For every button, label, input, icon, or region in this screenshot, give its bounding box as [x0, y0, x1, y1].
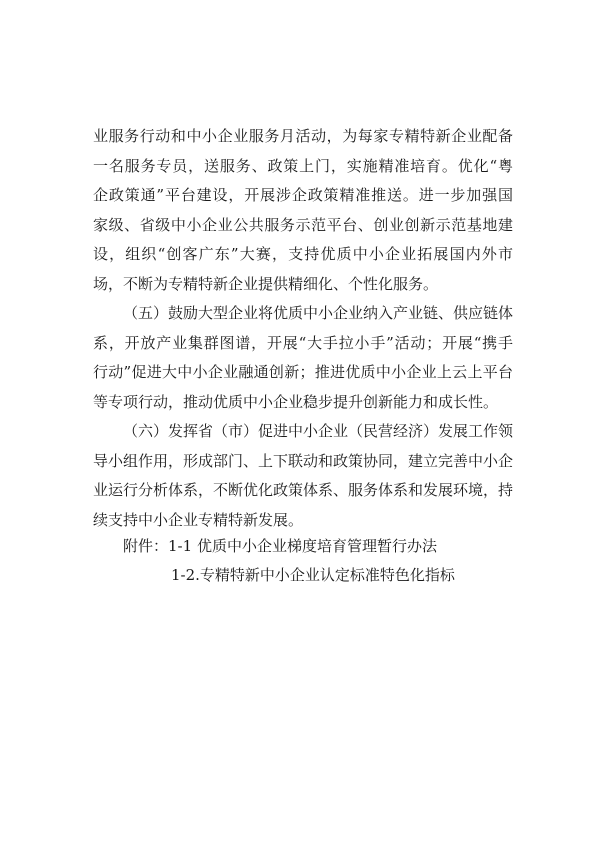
text-line: 系，开放产业集群图谱，开展“大手拉小手”活动；开展“携手: [93, 333, 513, 352]
attachment-item: [123, 561, 455, 590]
text-line: （五）鼓励大型企业将优质中小企业纳入产业链、供应链体: [123, 304, 514, 322]
text-line: 设，组织“创客广东”大赛，支持优质中小企业拓展国内外市: [93, 245, 513, 263]
text-line: 业运行分析体系，不断优化政策体系、服务体系和发展环境，持: [93, 481, 514, 499]
text-line: （六）发挥省（市）促进中小企业（民营经济）发展工作领: [123, 422, 514, 440]
attachment-item: [123, 532, 455, 561]
text-line: 行动”促进大中小企业融通创新；推进优质中小企业上云上平台: [93, 363, 513, 381]
text-line: 场，不断为专精特新企业提供精细化、个性化服务。: [93, 274, 439, 293]
text-line: 一名服务专员，送服务、政策上门，实施精准培育。优化“粤: [93, 156, 513, 175]
attachments-list: [123, 532, 455, 590]
attachment-title: 1-2.专精特新中小企业认定标准特色化指标: [171, 566, 455, 584]
text-line: 等专项行动，推动优质中小企业稳步提升创新能力和成长性。: [93, 392, 499, 411]
text-line: 导小组作用，形成部门、上下联动和政策协同，建立完善中小企: [93, 451, 514, 470]
text-line: 家级、省级中小企业公共服务示范平台、创业创新示范基地建: [93, 215, 513, 234]
paragraph-item-six: [93, 417, 513, 535]
text-line: 续支持中小企业专精特新发展。: [93, 510, 304, 529]
paragraph-item-five: [93, 299, 513, 417]
text-line: 业服务行动和中小企业服务月活动，为每家专精特新企业配备: [93, 127, 513, 145]
attachment-title: 1-1 优质中小企业梯度培育管理暂行办法: [168, 537, 437, 555]
paragraph-service-actions: [93, 122, 513, 299]
attachments-label: 附件：: [123, 537, 169, 555]
text-line: 企政策通”平台建设，开展涉企政策精准推送。进一步加强国: [93, 186, 513, 204]
